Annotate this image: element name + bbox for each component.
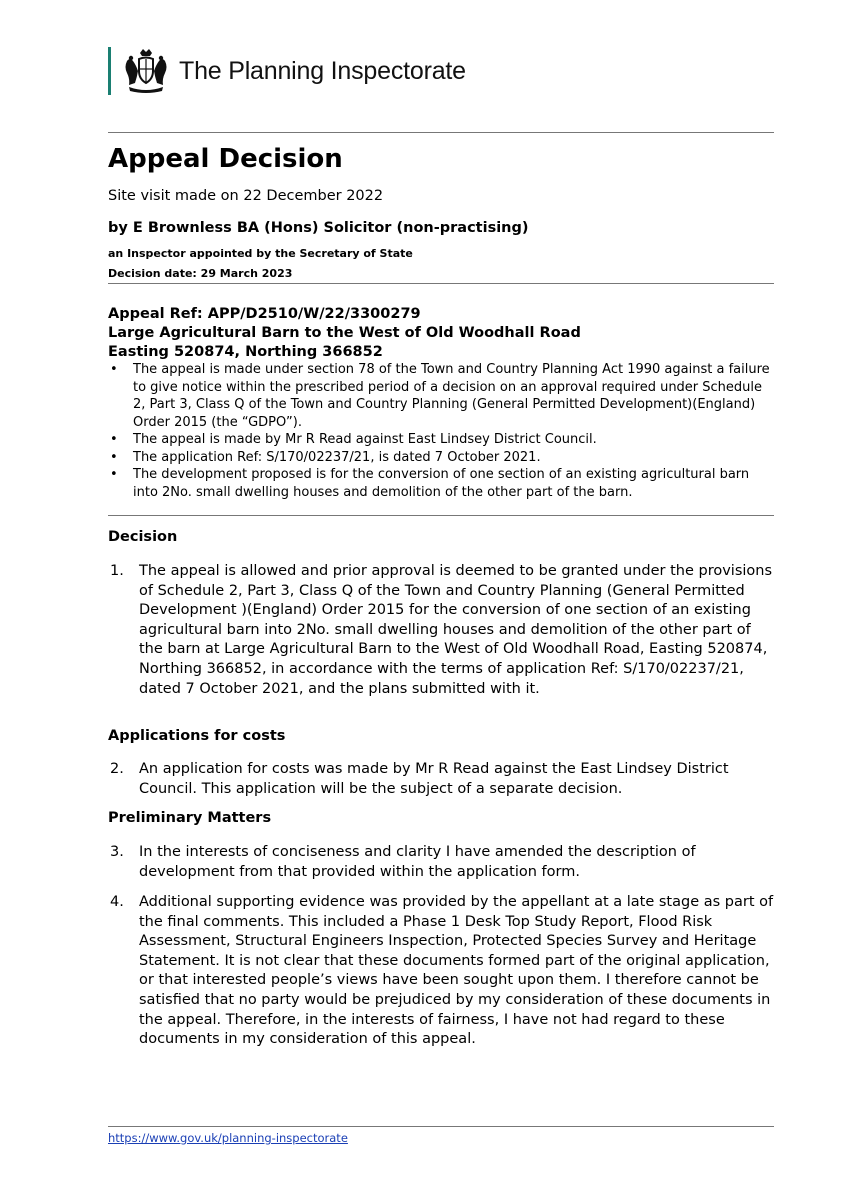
footer-divider — [108, 1126, 774, 1127]
paragraph-number: 4. — [110, 894, 124, 910]
site-grid-reference: Easting 520874, Northing 366852 — [108, 344, 383, 360]
organisation-name: The Planning Inspectorate — [179, 56, 466, 85]
header — [108, 46, 466, 96]
paragraph-3 — [108, 843, 774, 882]
meta-divider — [108, 283, 774, 284]
summary-divider — [108, 515, 774, 516]
site-name: Large Agricultural Barn to the West of Old Woodhall Road — [108, 325, 581, 341]
paragraph-2 — [108, 760, 774, 799]
inspector-appointment: an Inspector appointed by the Secretary of State — [108, 247, 413, 260]
paragraph-text: The appeal is allowed and prior approval is deemed to be granted under the provisions of Schedule 2, Part 3, Class Q of the Town and Country Planning (General Permitted Development )(England) Order 2015 for the conversion of one section of an existing agricultural barn into 2No. small dwelling houses and demolition of the other part of the barn at Large Agricultural Barn to the West of Old Woodhall Road, Easting 520874, Northing 366852, in accordance with the terms of application Ref: S/170/02237/21, dated 7 October 2021, and the plans submitted with it. — [139, 563, 773, 697]
header-divider — [108, 132, 774, 133]
paragraph-text: Additional supporting evidence was provided by the appellant at a late stage as part of the final comments. This included a Phase 1 Desk Top Study Report, Flood Risk Assessment, Structural Engineers Inspection, Protected Species Survey and Heritage Statement. It is not clear that these documents formed part of the original application, or that interested people’s views have been sought upon them. I therefore cannot be satisfied that no party would be prejudiced by my consideration of these documents in the appeal. Therefore, in the interests of fairness, I have not had regard to these documents in my consideration of this appeal. — [139, 894, 774, 1048]
list-item: • The appeal is made under section 78 of the Town and Country Planning Act 1990 against a failure to give notice within the prescribed period of a decision on an approval required under Schedule 2, Part 3, Class Q of the Town and Country Planning (General Permitted Development)(England) Order 2015 (the “GDPO”). — [108, 361, 774, 431]
section-heading-costs: Applications for costs — [108, 728, 286, 744]
inspector-name: by E Brownless BA (Hons) Solicitor (non-practising) — [108, 220, 529, 236]
appeal-summary-list — [108, 361, 774, 501]
page-title: Appeal Decision — [108, 144, 343, 174]
list-item: • The appeal is made by Mr R Read against East Lindsey District Council. — [108, 431, 774, 449]
list-item: • The development proposed is for the conversion of one section of an existing agricultural barn into 2No. small dwelling houses and demolition of the other part of the barn. — [108, 466, 774, 501]
list-item: • The application Ref: S/170/02237/21, is dated 7 October 2021. — [108, 449, 774, 467]
paragraph-text: In the interests of conciseness and clarity I have amended the description of development from that provided within the application form. — [139, 844, 696, 880]
royal-coat-of-arms-icon — [121, 47, 171, 95]
paragraph-number: 3. — [110, 844, 124, 860]
paragraph-number: 1. — [110, 563, 124, 579]
paragraph-number: 2. — [110, 761, 124, 777]
decision-date: Decision date: 29 March 2023 — [108, 267, 293, 280]
paragraph-text: An application for costs was made by Mr R Read against the East Lindsey District Council. This application will be the subject of a separate decision. — [139, 761, 729, 797]
paragraph-4 — [108, 893, 774, 1050]
section-heading-decision: Decision — [108, 529, 178, 545]
appeal-reference-block — [108, 305, 774, 362]
site-visit-date: Site visit made on 22 December 2022 — [108, 188, 384, 204]
section-heading-preliminary: Preliminary Matters — [108, 810, 272, 826]
paragraph-1 — [108, 562, 774, 699]
appeal-ref: Appeal Ref: APP/D2510/W/22/3300279 — [108, 306, 421, 322]
footer-website-link[interactable]: https://www.gov.uk/planning-inspectorate — [108, 1131, 348, 1145]
header-accent-bar — [108, 47, 111, 95]
